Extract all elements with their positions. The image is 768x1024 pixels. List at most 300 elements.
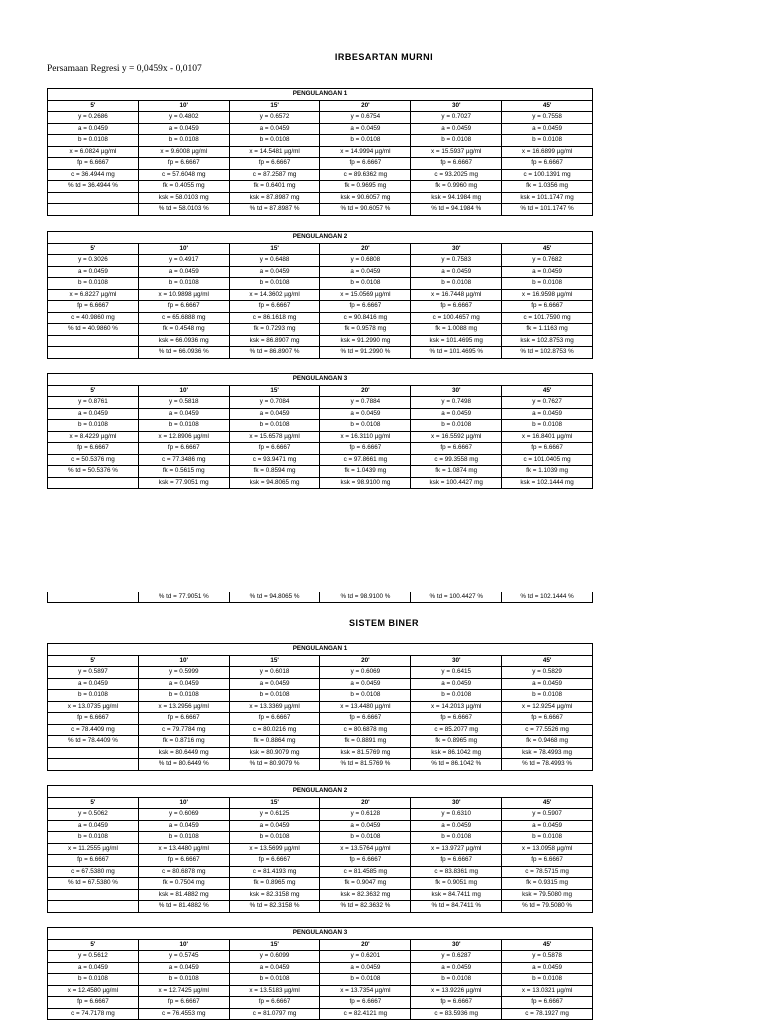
table-cell: b = 0.0108 — [502, 832, 593, 844]
table-cell: fp = 6.6667 — [48, 713, 139, 725]
column-header: 20' — [320, 655, 411, 667]
table-cell: % td = 81.4882 % — [138, 901, 229, 913]
column-header: 45' — [502, 100, 593, 112]
table-cell: x = 13.9727 µg/ml — [411, 843, 502, 855]
table-cell: a = 0.0459 — [48, 123, 139, 135]
column-header: 20' — [320, 939, 411, 951]
table-cell: % td = 82.3158 % — [229, 901, 320, 913]
table-cell: fp = 6.6667 — [229, 713, 320, 725]
table-cell: % td = 94.1984 % — [411, 204, 502, 216]
table-row — [48, 747, 593, 759]
table-cell — [48, 901, 139, 913]
table-cell: x = 14.2013 µg/ml — [411, 701, 502, 713]
table-caption: PENGULANGAN 1 — [48, 644, 593, 656]
table-cell: b = 0.0108 — [229, 832, 320, 844]
table-cell: c = 97.8661 mg — [320, 454, 411, 466]
column-header: 45' — [502, 655, 593, 667]
table-header-row — [48, 100, 593, 112]
table-cell: x = 13.5699 µg/ml — [229, 843, 320, 855]
table-cell: b = 0.0108 — [502, 690, 593, 702]
column-header: 20' — [320, 797, 411, 809]
table-cell: % td = 86.1042 % — [411, 759, 502, 771]
table-cell: a = 0.0459 — [48, 266, 139, 278]
column-header: 45' — [502, 797, 593, 809]
table-row — [48, 820, 593, 832]
table-row — [48, 312, 593, 324]
table-cell: ksk = 79.5080 mg — [502, 889, 593, 901]
table-cell: fp = 6.6667 — [138, 443, 229, 455]
table-cell: b = 0.0108 — [320, 974, 411, 986]
table-cell: a = 0.0459 — [502, 962, 593, 974]
table-cell: b = 0.0108 — [48, 690, 139, 702]
table-cell: c = 78.4409 mg — [48, 724, 139, 736]
table-row — [48, 289, 593, 301]
table-cell: x = 13.0735 µg/ml — [48, 701, 139, 713]
table-cell: a = 0.0459 — [138, 123, 229, 135]
table-biner-pengulangan-2 — [47, 785, 593, 913]
table-cell: c = 77.3486 mg — [138, 454, 229, 466]
table-cell: % td = 100.4427 % — [411, 592, 502, 603]
table-cell: fp = 6.6667 — [138, 158, 229, 170]
table-row — [48, 408, 593, 420]
table-cell: fk = 0.5615 mg — [138, 466, 229, 478]
table-cell: a = 0.0459 — [320, 962, 411, 974]
table-cell: b = 0.0108 — [320, 135, 411, 147]
table-cell: c = 90.8416 mg — [320, 312, 411, 324]
table-cell: b = 0.0108 — [48, 135, 139, 147]
table-cell: x = 12.4580 µg/ml — [48, 985, 139, 997]
table-cell: y = 0.5999 — [138, 667, 229, 679]
table-cell: fp = 6.6667 — [320, 158, 411, 170]
table-cell: fp = 6.6667 — [411, 855, 502, 867]
table-cell: c = 67.5380 mg — [48, 866, 139, 878]
table-cell: fk = 1.0088 mg — [411, 324, 502, 336]
table-cell: x = 13.0958 µg/ml — [502, 843, 593, 855]
column-header: 20' — [320, 385, 411, 397]
table-cell: x = 13.2956 µg/ml — [138, 701, 229, 713]
table-cell: y = 0.7027 — [411, 112, 502, 124]
table-cell: y = 0.7884 — [320, 397, 411, 409]
table-cell: ksk = 78.4993 mg — [502, 747, 593, 759]
table-cell: y = 0.5062 — [48, 809, 139, 821]
table-cell: b = 0.0108 — [320, 832, 411, 844]
section-title-irbesartan: IRBESARTAN MURNI — [334, 52, 434, 62]
table-cell: y = 0.6287 — [411, 951, 502, 963]
table-cell: ksk = 91.2990 mg — [320, 335, 411, 347]
table-cell: fk = 0.9468 mg — [502, 736, 593, 748]
table-cell: % td = 50.5376 % — [48, 466, 139, 478]
table-row — [48, 146, 593, 158]
table-cell: x = 15.5937 µg/ml — [411, 146, 502, 158]
column-header: 10' — [138, 243, 229, 255]
table-cell: c = 76.4553 mg — [138, 1008, 229, 1020]
table-cell: x = 13.0321 µg/ml — [502, 985, 593, 997]
table-caption: PENGULANGAN 3 — [48, 374, 593, 386]
table-cell: fp = 6.6667 — [502, 713, 593, 725]
table-cell: ksk = 80.6449 mg — [138, 747, 229, 759]
table-cell: c = 93.2025 mg — [411, 169, 502, 181]
table-cell: fp = 6.6667 — [411, 713, 502, 725]
table-cell: ksk = 86.1042 mg — [411, 747, 502, 759]
column-header: 30' — [411, 797, 502, 809]
column-header: 10' — [138, 655, 229, 667]
table-row — [48, 204, 593, 216]
table-cell: fp = 6.6667 — [320, 301, 411, 313]
table-cell: b = 0.0108 — [138, 690, 229, 702]
table-cell: ksk = 77.9051 mg — [138, 477, 229, 489]
column-header: 15' — [229, 385, 320, 397]
table-cell: a = 0.0459 — [320, 408, 411, 420]
table-cell: x = 16.8401 µg/ml — [502, 431, 593, 443]
table-row — [48, 985, 593, 997]
table-cell: c = 78.5715 mg — [502, 866, 593, 878]
table-cell: % td = 78.4409 % — [48, 736, 139, 748]
table-cell: c = 79.7784 mg — [138, 724, 229, 736]
table-cell: x = 6.8227 µg/ml — [48, 289, 139, 301]
table-cell: b = 0.0108 — [502, 278, 593, 290]
table-header-row — [48, 797, 593, 809]
table-cell: fp = 6.6667 — [138, 713, 229, 725]
table-cell: c = 80.0216 mg — [229, 724, 320, 736]
table-cell: ksk = 82.3158 mg — [229, 889, 320, 901]
table-row — [48, 832, 593, 844]
table-row — [48, 324, 593, 336]
table-row — [48, 454, 593, 466]
table-cell: y = 0.6310 — [411, 809, 502, 821]
table-header-row — [48, 655, 593, 667]
table-cell: a = 0.0459 — [229, 123, 320, 135]
column-header: 30' — [411, 385, 502, 397]
table-cell: fp = 6.6667 — [229, 855, 320, 867]
table-cell: x = 13.9226 µg/ml — [411, 985, 502, 997]
table-cell: fk = 0.4548 mg — [138, 324, 229, 336]
table-cell: fp = 6.6667 — [48, 158, 139, 170]
table-row — [48, 997, 593, 1009]
table-cell: fk = 0.8594 mg — [229, 466, 320, 478]
table-cell: a = 0.0459 — [411, 123, 502, 135]
table-cell: fp = 6.6667 — [229, 301, 320, 313]
table-caption-row — [48, 644, 593, 656]
table-cell: b = 0.0108 — [229, 974, 320, 986]
table-cell: ksk = 58.0103 mg — [138, 192, 229, 204]
table-row — [48, 420, 593, 432]
table-cell: fk = 0.8864 mg — [229, 736, 320, 748]
table-cell: b = 0.0108 — [502, 974, 593, 986]
table-cell: a = 0.0459 — [138, 408, 229, 420]
table-cell: ksk = 66.0936 mg — [138, 335, 229, 347]
table-cell: fk = 0.8965 mg — [411, 736, 502, 748]
regression-equation: Persamaan Regresi y = 0,0459x - 0,0107 — [47, 64, 202, 74]
table-cell: y = 0.6808 — [320, 255, 411, 267]
table-cell: fp = 6.6667 — [411, 443, 502, 455]
table-cell: y = 0.7583 — [411, 255, 502, 267]
table-cell — [48, 747, 139, 759]
table-cell: y = 0.4802 — [138, 112, 229, 124]
table-cell: fp = 6.6667 — [229, 158, 320, 170]
table-cell: % td = 101.1747 % — [502, 204, 593, 216]
table-cell: c = 86.1618 mg — [229, 312, 320, 324]
table-cell: % td = 98.9100 % — [320, 592, 411, 603]
table-cell — [48, 592, 139, 603]
table-row — [48, 192, 593, 204]
table-row — [48, 713, 593, 725]
table-cell: x = 12.9254 µg/ml — [502, 701, 593, 713]
table-cell: x = 14.5481 µg/ml — [229, 146, 320, 158]
table-cell: ksk = 94.8065 mg — [229, 477, 320, 489]
table-cell: a = 0.0459 — [502, 820, 593, 832]
table-cell: c = 74.7178 mg — [48, 1008, 139, 1020]
table-row — [48, 301, 593, 313]
table-cell: b = 0.0108 — [411, 974, 502, 986]
table-cell: a = 0.0459 — [229, 678, 320, 690]
table-cell: x = 16.9598 µg/ml — [502, 289, 593, 301]
table-cell: fp = 6.6667 — [138, 997, 229, 1009]
table-cell: a = 0.0459 — [48, 408, 139, 420]
table-cell: y = 0.6488 — [229, 255, 320, 267]
table-cell: a = 0.0459 — [138, 820, 229, 832]
table-cell: y = 0.6099 — [229, 951, 320, 963]
table-cell: ksk = 100.4427 mg — [411, 477, 502, 489]
table-cell: y = 0.5612 — [48, 951, 139, 963]
table-cell: b = 0.0108 — [320, 690, 411, 702]
table-cell: y = 0.4917 — [138, 255, 229, 267]
table-cell: % td = 66.0936 % — [138, 347, 229, 359]
table-cell: fk = 0.7504 mg — [138, 878, 229, 890]
table-cell: a = 0.0459 — [138, 962, 229, 974]
table-cell: a = 0.0459 — [502, 123, 593, 135]
table-cell: fp = 6.6667 — [48, 301, 139, 313]
table-cell: x = 14.3602 µg/ml — [229, 289, 320, 301]
table-cell: b = 0.0108 — [138, 135, 229, 147]
table-cell: c = 101.7590 mg — [502, 312, 593, 324]
table-row — [48, 347, 593, 359]
table-cell: x = 16.3110 µg/ml — [320, 431, 411, 443]
table-cell: fk = 0.9578 mg — [320, 324, 411, 336]
table-cell — [48, 347, 139, 359]
table-row — [48, 951, 593, 963]
table-cell: b = 0.0108 — [411, 135, 502, 147]
table-cell: b = 0.0108 — [411, 832, 502, 844]
table-row — [48, 431, 593, 443]
table-cell: y = 0.5818 — [138, 397, 229, 409]
table-cell: % td = 102.1444 % — [502, 592, 593, 603]
table-cell: ksk = 90.6057 mg — [320, 192, 411, 204]
table-cell: fp = 6.6667 — [502, 301, 593, 313]
column-header: 10' — [138, 797, 229, 809]
table-cell: fk = 1.0874 mg — [411, 466, 502, 478]
table-row — [48, 759, 593, 771]
table-cell: fk = 1.1039 mg — [502, 466, 593, 478]
table-cell: fp = 6.6667 — [48, 997, 139, 1009]
table-cell: x = 15.6578 µg/ml — [229, 431, 320, 443]
column-header: 5' — [48, 655, 139, 667]
table-row — [48, 181, 593, 193]
table-biner-pengulangan-1 — [47, 643, 593, 771]
table-cell: c = 101.0405 mg — [502, 454, 593, 466]
table-cell: ksk = 82.3632 mg — [320, 889, 411, 901]
table-cell: fp = 6.6667 — [320, 713, 411, 725]
table-cell: fk = 1.1163 mg — [502, 324, 593, 336]
table-cell: b = 0.0108 — [320, 278, 411, 290]
column-header: 10' — [138, 100, 229, 112]
table-cell: ksk = 81.4882 mg — [138, 889, 229, 901]
table-cell: c = 83.8361 mg — [411, 866, 502, 878]
table-irbesartan-pengulangan-3 — [47, 373, 593, 489]
table-cell: ksk = 98.9100 mg — [320, 477, 411, 489]
table-cell: a = 0.0459 — [411, 962, 502, 974]
table-cell — [48, 889, 139, 901]
table-cell: a = 0.0459 — [502, 408, 593, 420]
table-row — [48, 158, 593, 170]
table-cell: x = 12.7425 µg/ml — [138, 985, 229, 997]
column-header: 30' — [411, 939, 502, 951]
table-cell: c = 50.5376 mg — [48, 454, 139, 466]
table-cell: c = 85.2077 mg — [411, 724, 502, 736]
table-cell: fk = 1.0356 mg — [502, 181, 593, 193]
table-cell: a = 0.0459 — [411, 266, 502, 278]
table-cell: c = 80.6878 mg — [138, 866, 229, 878]
table-cell: a = 0.0459 — [138, 678, 229, 690]
column-header: 15' — [229, 655, 320, 667]
table-cell: b = 0.0108 — [138, 974, 229, 986]
table-cell: fp = 6.6667 — [320, 855, 411, 867]
table-cell: b = 0.0108 — [48, 278, 139, 290]
table-cell: fp = 6.6667 — [411, 301, 502, 313]
table-cell: fp = 6.6667 — [229, 997, 320, 1009]
table-cell: y = 0.7558 — [502, 112, 593, 124]
table-row — [48, 724, 593, 736]
table-cell: y = 0.6069 — [138, 809, 229, 821]
table-cell: b = 0.0108 — [48, 974, 139, 986]
table-cell: c = 65.6888 mg — [138, 312, 229, 324]
table-row — [48, 809, 593, 821]
table-row — [48, 592, 593, 603]
table-cell: c = 36.4944 mg — [48, 169, 139, 181]
table-cell: b = 0.0108 — [48, 832, 139, 844]
table-cell — [48, 759, 139, 771]
table-cell: x = 14.9994 µg/ml — [320, 146, 411, 158]
table-row — [48, 169, 593, 181]
table-row — [48, 855, 593, 867]
table-cell: fp = 6.6667 — [138, 855, 229, 867]
table-cell: x = 16.7448 µg/ml — [411, 289, 502, 301]
table-cell: ksk = 87.8987 mg — [229, 192, 320, 204]
table-cell: % td = 58.0103 % — [138, 204, 229, 216]
table-cell: y = 0.2686 — [48, 112, 139, 124]
table-cell: fk = 0.9960 mg — [411, 181, 502, 193]
table-cell: fp = 6.6667 — [138, 301, 229, 313]
table-cell: b = 0.0108 — [411, 690, 502, 702]
table-cell: ksk = 86.8907 mg — [229, 335, 320, 347]
table-cell: a = 0.0459 — [229, 408, 320, 420]
table-caption-row — [48, 89, 593, 101]
table-cell: x = 6.0824 µg/ml — [48, 146, 139, 158]
table-cell: % td = 90.6057 % — [320, 204, 411, 216]
table-caption: PENGULANGAN 1 — [48, 89, 593, 101]
table-cell: % td = 81.5769 % — [320, 759, 411, 771]
table-cell: fp = 6.6667 — [48, 855, 139, 867]
table-cell: % td = 91.2990 % — [320, 347, 411, 359]
column-header: 30' — [411, 655, 502, 667]
table-cell: c = 81.4585 mg — [320, 866, 411, 878]
table-cell: c = 40.9860 mg — [48, 312, 139, 324]
table-cell: x = 13.5764 µg/ml — [320, 843, 411, 855]
table-cell: x = 15.0569 µg/ml — [320, 289, 411, 301]
column-header: 10' — [138, 939, 229, 951]
table-cell: b = 0.0108 — [229, 135, 320, 147]
table-cell: b = 0.0108 — [411, 420, 502, 432]
table-row — [48, 974, 593, 986]
table-cell: fk = 0.4055 mg — [138, 181, 229, 193]
table-row — [48, 255, 593, 267]
column-header: 45' — [502, 243, 593, 255]
table-cell: fp = 6.6667 — [502, 855, 593, 867]
table-cell: fp = 6.6667 — [229, 443, 320, 455]
table-cell: fk = 0.8891 mg — [320, 736, 411, 748]
table-cell: fk = 0.6401 mg — [229, 181, 320, 193]
table-cell: y = 0.3026 — [48, 255, 139, 267]
table-cell: y = 0.6069 — [320, 667, 411, 679]
column-header: 5' — [48, 100, 139, 112]
table-cell: c = 80.6878 mg — [320, 724, 411, 736]
table-cell: % td = 67.5380 % — [48, 878, 139, 890]
table-cell: % td = 86.8907 % — [229, 347, 320, 359]
table-cell: y = 0.5878 — [502, 951, 593, 963]
table-cell: y = 0.6128 — [320, 809, 411, 821]
table-caption: PENGULANGAN 3 — [48, 928, 593, 940]
table-cell: b = 0.0108 — [411, 278, 502, 290]
table-header-row — [48, 243, 593, 255]
table-cell: ksk = 80.9079 mg — [229, 747, 320, 759]
table-cell: y = 0.6572 — [229, 112, 320, 124]
table-cell: a = 0.0459 — [48, 678, 139, 690]
table-cell — [48, 335, 139, 347]
table-cell: fp = 6.6667 — [502, 443, 593, 455]
table-row — [48, 266, 593, 278]
table-cell: % td = 78.4993 % — [502, 759, 593, 771]
table-header-row — [48, 939, 593, 951]
table-cell: fk = 0.9051 mg — [411, 878, 502, 890]
table-cell: ksk = 101.1747 mg — [502, 192, 593, 204]
table-cell: c = 81.4193 mg — [229, 866, 320, 878]
table-cell: x = 10.9898 µg/ml — [138, 289, 229, 301]
table-cell: fp = 6.6667 — [411, 158, 502, 170]
table-cell: y = 0.5897 — [48, 667, 139, 679]
table-cell: c = 77.5526 mg — [502, 724, 593, 736]
table-caption-row — [48, 928, 593, 940]
table-cell: ksk = 101.4695 mg — [411, 335, 502, 347]
table-cell: a = 0.0459 — [229, 962, 320, 974]
table-row — [48, 889, 593, 901]
table-cell: % td = 94.8065 % — [229, 592, 320, 603]
table-cell: % td = 77.9051 % — [138, 592, 229, 603]
table-row — [48, 112, 593, 124]
table-cell: y = 0.6201 — [320, 951, 411, 963]
column-header: 5' — [48, 797, 139, 809]
table-cell: c = 82.4121 mg — [320, 1008, 411, 1020]
table-cell: fp = 6.6667 — [502, 997, 593, 1009]
table-cell: x = 13.4480 µg/ml — [320, 701, 411, 713]
table-row — [48, 1008, 593, 1020]
table-cell: b = 0.0108 — [138, 832, 229, 844]
table-row — [48, 123, 593, 135]
table-cell: ksk = 81.5769 mg — [320, 747, 411, 759]
table-cell: x = 13.4480 µg/ml — [138, 843, 229, 855]
table-row — [48, 962, 593, 974]
table-caption: PENGULANGAN 2 — [48, 232, 593, 244]
table-cell: fp = 6.6667 — [48, 443, 139, 455]
column-header: 30' — [411, 243, 502, 255]
